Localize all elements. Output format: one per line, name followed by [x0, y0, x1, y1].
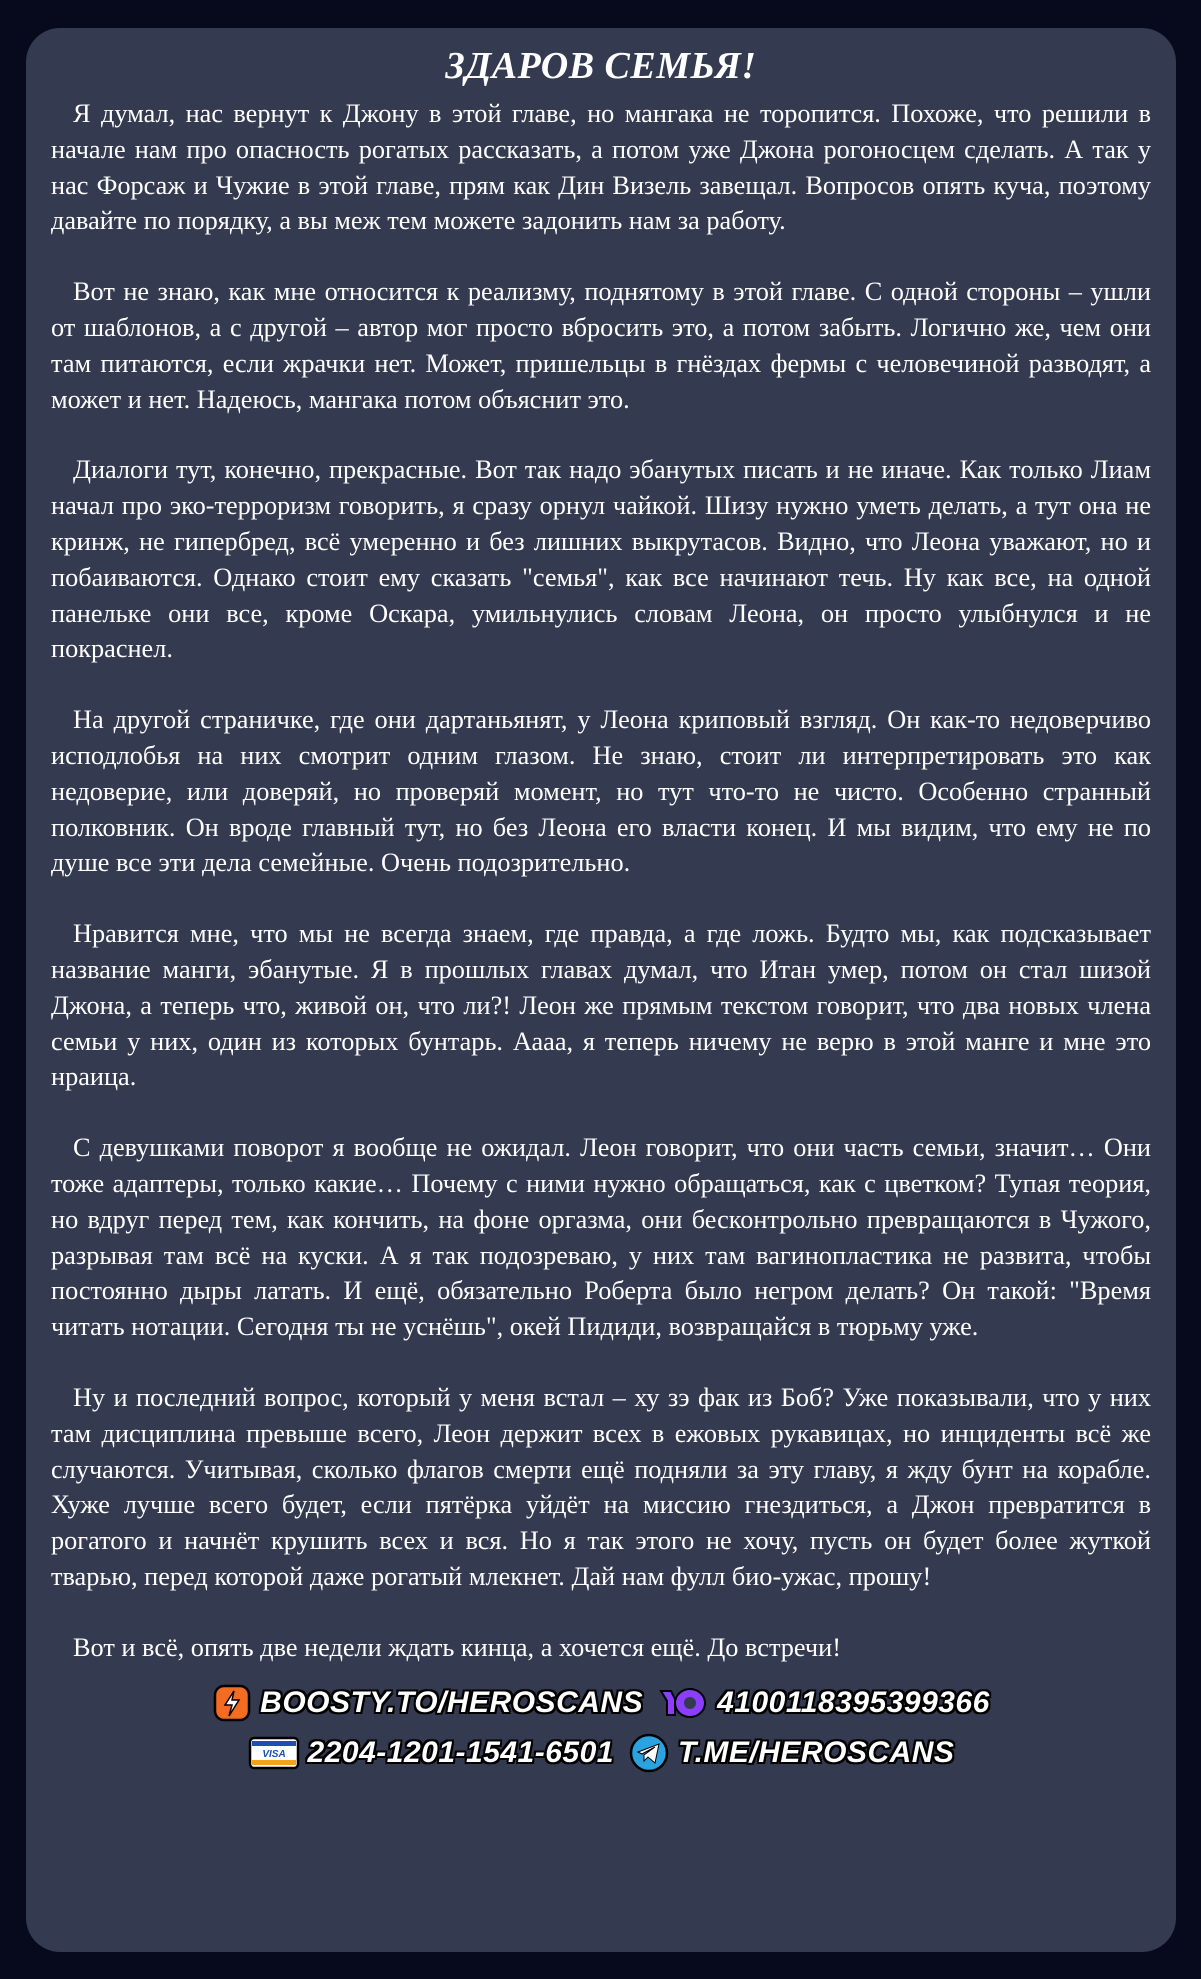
yoomoney-link[interactable]: [657, 1685, 990, 1721]
paragraph-7: Ну и последний вопрос, который у меня встал – ху зэ фак из Боб? Уже показывали, что у них там дисциплина превыше всего, Леон держит всех в ежовых рукавицах, но инциденты всё же случаются. Учитывая, сколько флагов смерти ещё подняли за эту главу, я жду бунт на корабле. Хуже лучше всего будет, если пятёрка уйдёт на миссию гнездиться, а Джон превратится в рогатого и начнёт крушить всех и вся. Но я так этого не хочу, пусть он будет более жуткой тварью, перед которой даже рогатый млекнет. Дай нам фулл био-ужас, прошу!: [51, 1382, 1151, 1591]
telegram-icon: [628, 1732, 670, 1774]
paragraph-8: Вот и всё, опять две недели ждать кинца, а хочется ещё. До встречи!: [73, 1632, 841, 1662]
text-panel: [26, 28, 1176, 1952]
paragraph-3: Диалоги тут, конечно, прекрасные. Вот так надо эбанутых писать и не иначе. Как только Лиам начал про эко-терроризм говорить, я сразу орнул чайкой. Шизу нужно уметь делать, а тут она не кринж, не гипербред, всё умеренно и без лишних выкрутасов. Видно, что Леона уважают, но и побаиваются. Однако стоит ему сказать "семья", как все начинают течь. Ну как все, на одной панельке они все, кроме Оскара, умильнулись словам Леона, он просто улыбнулся и не покраснел.: [51, 455, 1151, 664]
yoomoney-icon: [657, 1685, 709, 1721]
footer-row-1: [212, 1681, 990, 1725]
card-number-text: 2204-1201-1541-6501: [307, 1736, 614, 1770]
page-title: ЗДАРОВ СЕМЬЯ!: [445, 45, 757, 87]
donation-footer: [51, 1681, 1151, 1775]
paragraph-4: На другой страничке, где они дартаньянят, у Леона криповый взгляд. Он как-то недоверчиво исподлобья на них смотрит одним глазом. Не знаю, стоит ли интерпретировать это как недоверие, или доверяй, но проверяй момент, но тут что-то не чисто. Особенно странный полковник. Он вроде главный тут, но без Леона его власти конец. И мы видим, что ему не по душе все эти дела семейные. Очень подозрительно.: [51, 705, 1151, 878]
footer-row-2: [248, 1731, 955, 1775]
visa-card-icon: [248, 1736, 300, 1770]
boosty-icon: [212, 1683, 252, 1723]
card-brand-label: VISA: [261, 1749, 286, 1761]
paragraph-5: Нравится мне, что мы не всегда знаем, где правда, а где ложь. Будто мы, как подсказывает название манги, эбанутые. Я в прошлых главах думал, что Итан умер, потом он стал шизой Джона, а теперь что, живой он, что ли?! Леон же прямым текстом говорит, что два новых члена семьи у них, один из которых бунтарь. Аааа, я теперь ничему не верю в этой манге и мне это нраица.: [51, 919, 1151, 1092]
paragraph-1: Я думал, нас вернут к Джону в этой главе, но мангака не торопится. Похоже, что решили в начале нам про опасность рогатых рассказать, а потом уже Джона рогоносцем сделать. А так у нас Форсаж и Чужие в этой главе, прям как Дин Визель завещал. Вопросов опять куча, поэтому давайте по порядку, а вы меж тем можете задонить нам за работу.: [51, 99, 1151, 236]
card-number[interactable]: [248, 1736, 614, 1770]
telegram-url: T.ME/HEROSCANS: [677, 1736, 955, 1770]
boosty-url: BOOSTY.TO/HEROSCANS: [260, 1686, 644, 1720]
yoomoney-wallet: 4100118395399366: [717, 1686, 990, 1720]
paragraph-6: С девушками поворот я вообще не ожидал. Леон говорит, что они часть семьи, значит… Они тоже адаптеры, только какие… Почему с ними нужно обращаться, как с цветком? Тупая теория, но вдруг перед тем, как кончить, на фоне оргазма, они бесконтрольно превращаются в Чужого, разрывая там всё на куски. А я так подозреваю, у них там вагинопластика не развита, чтобы постоянно дыры латать. И ещё, обязательно Роберта было негром делать? Он такой: "Время читать нотации. Сегодня ты не уснёшь", окей Пидиди, возвращайся в тюрьму уже.: [51, 1133, 1151, 1342]
boosty-link[interactable]: [212, 1683, 643, 1723]
telegram-link[interactable]: [628, 1732, 954, 1774]
paragraph-2: Вот не знаю, как мне относится к реализму, поднятому в этой главе. С одной стороны – ушли от шаблонов, а с другой – автор мог просто вбросить это, а потом забыть. Логично же, чем они там питаются, если жрачки нет. Может, пришельцы в гнёздах фермы с человечиной разводят, а может и нет. Надеюсь, мангака потом объяснит это.: [51, 277, 1151, 414]
